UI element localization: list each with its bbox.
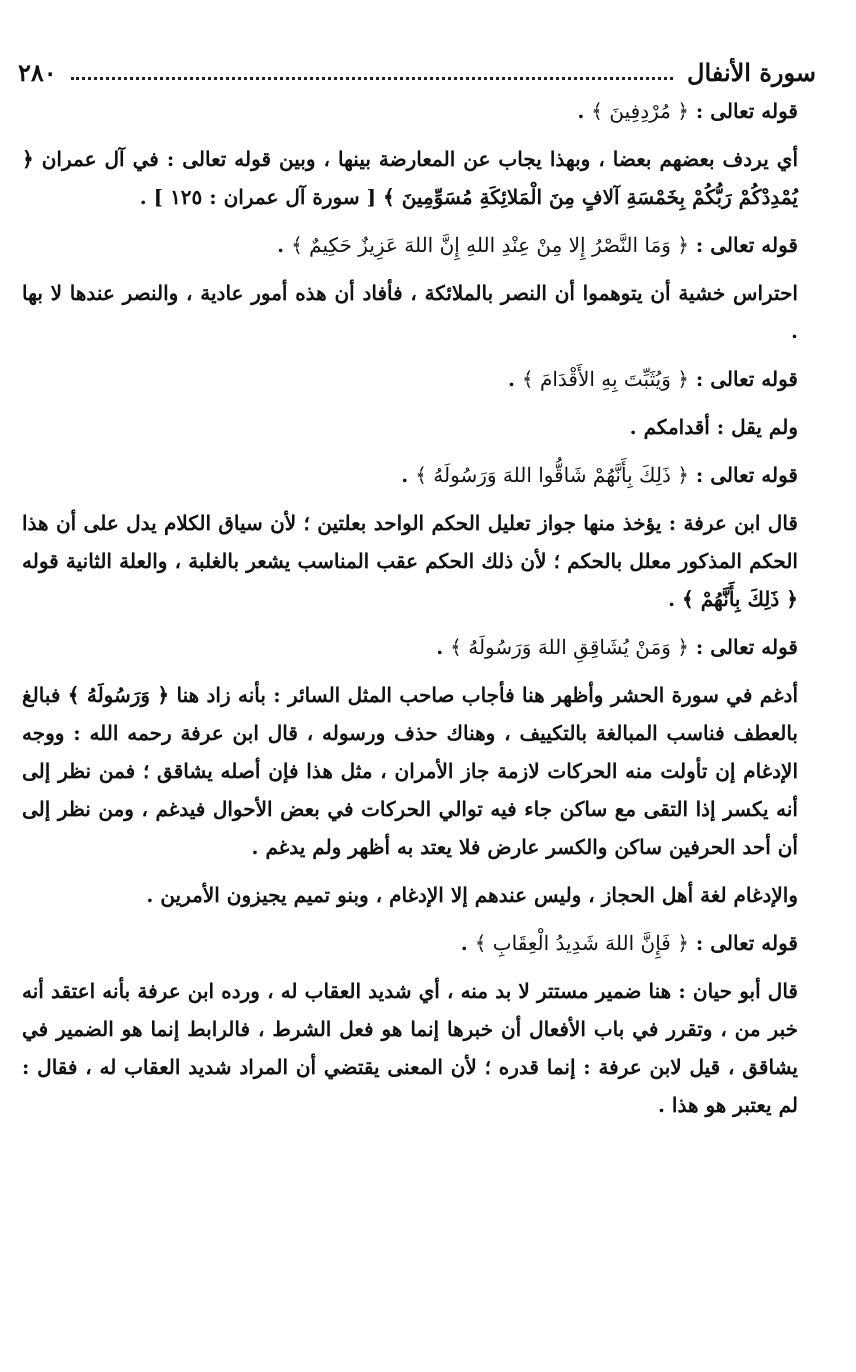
verse-heading xyxy=(22,92,816,130)
commentary-paragraph: أدغم في سورة الحشر وأظهر هنا فأجاب صاحب المثل السائر : بأنه زاد هنا ﴿ وَرَسُولَهُ ﴾ فبالغ بالعطف فناسب المبالغة بالتكييف ، وهناك حذف ورسوله ، قال ابن عرفة رحمه الله : ووجه الإدغام إن تأولت منه الحركات لازمة جاز الأمران ، مثل هذا فإن أصله يشاقق ؛ فمن نظر إلى أنه يكسر إذا التقى مع ساكن جاء فيه توالي الحركات في بعض الأحوال فيدغم ، ومن نظر إلى أن أحد الحرفين ساكن والكسر عارض فلا يعتد به أظهر ولم يدغم . xyxy=(22,683,799,859)
verse-lead: قوله تعالى : xyxy=(695,367,798,391)
commentary-paragraph: احتراس خشية أن يتوهموا أن النصر بالملائكة ، فأفاد أن هذه أمور عادية ، والنصر عندها لا بها . xyxy=(22,281,798,343)
verse-tail: . xyxy=(460,931,468,955)
verse-tail: . xyxy=(507,367,515,391)
commentary-paragraph: أي يردف بعضهم بعضا ، وبهذا يجاب عن المعارضة بينها ، وبين قوله تعالى : في آل عمران ﴿ يُمْدِدْكُمْ رَبُّكُمْ بِخَمْسَةِ آلافٍ مِنَ الْمَلائِكَةِ مُسَوِّمِينَ ﴾ [ سورة آل عمران : ١٢٥ ] . xyxy=(22,147,798,209)
quran-quote: ﴿ فَإِنَّ اللهَ شَدِيدُ الْعِقَابِ ﴾ xyxy=(474,931,689,955)
verse-lead: قوله تعالى : xyxy=(695,931,798,955)
quran-quote: ﴿ وَيُثَبِّتَ بِهِ الأَقْدَامَ ﴾ xyxy=(521,367,689,391)
verse-heading xyxy=(22,360,816,398)
quran-quote: ﴿ وَمَا النَّصْرُ إِلا مِنْ عِنْدِ اللهِ إِنَّ اللهَ عَزِيزٌ حَكِيمٌ ﴾ xyxy=(291,233,689,257)
verse-tail: . xyxy=(577,99,585,123)
verse-heading xyxy=(22,924,816,962)
verse-lead: قوله تعالى : xyxy=(695,635,798,659)
quran-quote: ﴿ ذَلِكَ بِأَنَّهُمْ شَاقُّوا اللهَ وَرَسُولَهُ ﴾ xyxy=(415,463,689,487)
verse-lead: ولم يقل : أقدامكم . xyxy=(629,415,798,439)
commentary-line xyxy=(22,408,816,446)
verse-lead: قوله تعالى : xyxy=(695,99,798,123)
verse-lead: قوله تعالى : xyxy=(695,233,798,257)
page-body xyxy=(22,92,816,1134)
verse-tail: . xyxy=(436,635,444,659)
quran-quote: ﴿ مُرْدِفِينَ ﴾ xyxy=(591,99,689,123)
page-header xyxy=(18,52,816,92)
quran-quote: ﴿ وَمَنْ يُشَاقِقِ اللهَ وَرَسُولَهُ ﴾ xyxy=(450,635,689,659)
verse-tail: . xyxy=(277,233,285,257)
verse-heading xyxy=(22,456,816,494)
commentary-paragraph: قال ابن عرفة : يؤخذ منها جواز تعليل الحكم الواحد بعلتين ؛ لأن سياق الكلام يدل على أن هذا الحكم المذكور معلل بالحكم ؛ لأن ذلك الحكم عقب المناسب يشعر بالغلبة ، والعلة الثانية قوله ﴿ ذَلِكَ بِأَنَّهُمْ ﴾ . xyxy=(22,511,798,611)
page-number: ٢٨٠ xyxy=(18,57,57,87)
surah-title: سورة الأنفال xyxy=(687,57,816,87)
verse-tail: . xyxy=(401,463,409,487)
commentary-paragraph: قال أبو حيان : هنا ضمير مستتر لا بد منه ، أي شديد العقاب له ، ورده ابن عرفة بأنه اعتقد أنه خبر من ، وتقرر في باب الأفعال أن خبرها إنما هو فعل الشرط ، فالرابط إنما هو الضمير في يشاقق ، قيل لابن عرفة : إنما قدره ؛ لأن المعنى يقتضي أن المراد شديد العقاب له ، فقال : لم يعتبر هو هذا . xyxy=(22,979,798,1117)
commentary-paragraph: والإدغام لغة أهل الحجاز ، وليس عندهم إلا الإدغام ، وبنو تميم يجيزون الأمرين . xyxy=(146,883,798,907)
verse-heading xyxy=(22,628,816,666)
verse-lead: قوله تعالى : xyxy=(695,463,798,487)
verse-heading xyxy=(22,226,816,264)
dotted-leader xyxy=(71,77,673,80)
